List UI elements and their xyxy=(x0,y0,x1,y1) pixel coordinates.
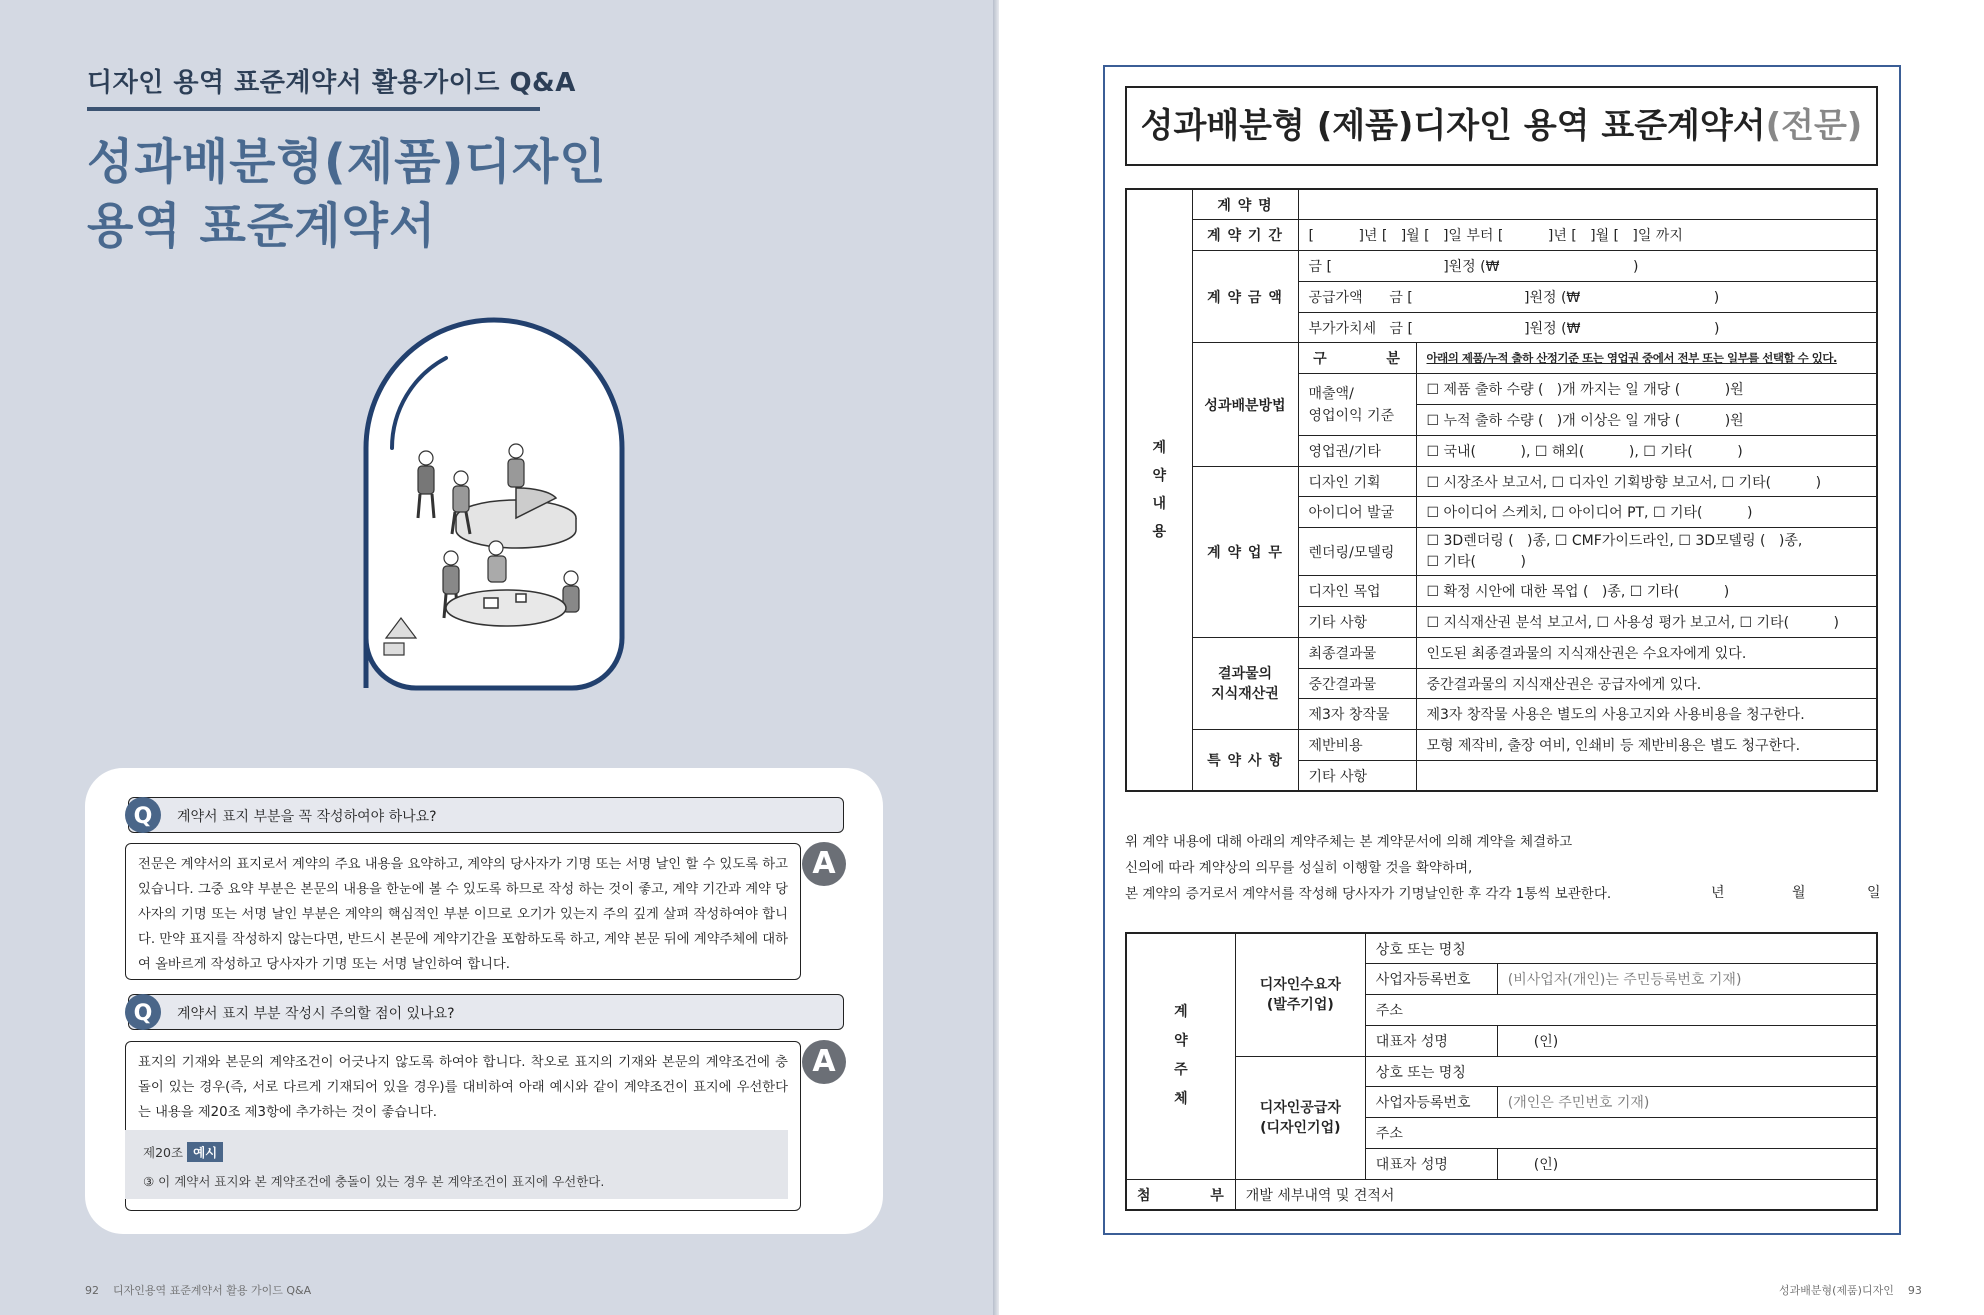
field-amount-supply[interactable] xyxy=(1298,281,1877,312)
side-label-contract-content: 계 약 내 용 xyxy=(1126,189,1192,791)
question-1-text: 계약서 표지 부분을 꼭 작성하여야 하나요? xyxy=(177,809,437,825)
example-text: ③ 이 계약서 표지와 본 계약조건에 충돌이 있는 경우 본 계약조건이 표지에 우선한다. xyxy=(143,1174,605,1189)
form-title-suffix: (전문) xyxy=(1765,106,1863,146)
right-page-number: 93 xyxy=(1907,1284,1922,1297)
label-contract-period: 계 약 기 간 xyxy=(1192,220,1298,251)
text-interim-result: 중간결과물의 지식재산권은 공급자에게 있다. xyxy=(1416,668,1877,699)
answer-box-1: 전문은 계약서의 표지로서 계약의 주요 내용을 요약하고, 계약의 당사자가 기명 또는 서명 날인 할 수 있도록 하고 있습니다. 그중 요약 부분은 본문의 내용을 한눈에 볼 수 있도록 하므로 작성 하는 것이 좋고, 계약 기간과 계약 당사자의 기명 또는 서명 날인 부분은 계약의 핵심적인 부분 이므로 오기가 있는지 주의 깊게 살펴 작성하여야 합니다. 만약 표지를 작성하지 않는다면, 반드시 본문에 계약기간을 포함하도록 하고, 계약 본문 뒤에 계약주체에 대하여 올바르게 작성하고 당사자가 기명 또는 서명 날인하여 합니다. xyxy=(125,843,801,980)
supplier-biz-no-label: 사업자등록번호 xyxy=(1365,1087,1497,1118)
label-rendering: 렌더링/모델링 xyxy=(1298,528,1416,576)
text-third-party: 제3자 창작물 사용은 별도의 사용고지와 사용비용을 청구한다. xyxy=(1416,699,1877,730)
date-year: 년 xyxy=(1711,885,1725,901)
statement-line-2: 신의에 따라 계약상의 의무를 성실히 이행할 것을 확약하며, xyxy=(1125,860,1473,876)
q-badge-icon-1 xyxy=(124,796,162,834)
example-tag: 예시 xyxy=(187,1142,223,1162)
statement-line-3: 본 계약의 증거로서 계약서를 작성해 당사자가 기명날인한 후 각각 1통씩 보관한다. xyxy=(1125,886,1612,902)
contract-parties-table xyxy=(1125,932,1878,1211)
right-page xyxy=(999,0,1984,1315)
label-attachment: 첨 부 xyxy=(1126,1179,1235,1210)
side-label-parties: 계 약 주 체 xyxy=(1126,933,1235,1179)
text-final-result: 인도된 최종결과물의 지식재산권은 수요자에게 있다. xyxy=(1416,637,1877,668)
label-design-plan: 디자인 기획 xyxy=(1298,466,1416,497)
a-badge-icon-2: A xyxy=(802,1040,846,1084)
field-special-other[interactable] xyxy=(1416,761,1877,792)
label-other-items: 기타 사항 xyxy=(1298,607,1416,638)
attachment-text: 개발 세부내역 및 견적서 xyxy=(1235,1179,1877,1210)
field-contract-period[interactable]: [ ]년 [ ]월 [ ]일 부터 [ ]년 [ ]월 [ ]일 까지 xyxy=(1298,220,1877,251)
label-contract-amount: 계 약 금 액 xyxy=(1192,251,1298,343)
left-folio xyxy=(85,1282,311,1298)
option-rendering-line2: ☐ 기타( ) xyxy=(1426,553,1526,570)
a-badge-icon-1: A xyxy=(802,842,846,886)
option-sales-2[interactable]: ☐ 누적 출하 수량 ( )개 이상은 일 개당 ( )원 xyxy=(1416,405,1877,436)
label-expenses: 제반비용 xyxy=(1298,730,1416,761)
supplier-rep-label: 대표자 성명 xyxy=(1365,1149,1497,1180)
header-rule xyxy=(87,107,540,111)
option-idea-dev[interactable]: ☐ 아이디어 스케치, ☐ 아이디어 PT, ☐ 기타( ) xyxy=(1416,497,1877,528)
q-badge-icon-2 xyxy=(124,993,162,1031)
statement-line-1: 위 계약 내용에 대해 아래의 계약주체는 본 계약문서에 의해 계약을 체결하고 xyxy=(1125,834,1573,850)
field-amount-total[interactable]: 금 [ ]원정 (₩ ) xyxy=(1298,251,1877,282)
client-seal[interactable]: (인) xyxy=(1497,1025,1877,1056)
form-title xyxy=(1125,86,1878,166)
dome-illustration xyxy=(356,308,632,701)
svg-text:Q: Q xyxy=(133,804,153,829)
division-note: 아래의 제품/누적 출하 산정기준 또는 영업권 중에서 전부 또는 일부를 선택할 수 있다. xyxy=(1416,343,1877,374)
label-special: 특 약 사 항 xyxy=(1192,730,1298,792)
label-profit-method: 성과배분방법 xyxy=(1192,343,1298,466)
example-article: 제20조 xyxy=(143,1145,184,1160)
label-vat: 부가가치세 xyxy=(1308,320,1377,337)
title-line-1: 성과배분형(제품)디자인 xyxy=(87,134,607,190)
value-vat: 금 [ ]원정 (₩ ) xyxy=(1389,320,1720,337)
date-day: 일 xyxy=(1867,885,1881,901)
label-contract-name: 계 약 명 xyxy=(1192,189,1298,220)
label-special-other: 기타 사항 xyxy=(1298,761,1416,792)
client-biz-no-label: 사업자등록번호 xyxy=(1365,964,1497,995)
supplier-address[interactable]: 주소 xyxy=(1365,1118,1877,1149)
client-biz-no-note[interactable]: (비사업자(개인)는 주민등록번호 기재) xyxy=(1497,964,1877,995)
question-bar-2 xyxy=(128,994,844,1030)
title-line-2: 용역 표준계약서 xyxy=(87,198,437,254)
label-goodwill: 영업권/기타 xyxy=(1298,435,1416,466)
label-division: 구 분 xyxy=(1298,343,1416,374)
client-company-name[interactable]: 상호 또는 명칭 xyxy=(1365,933,1877,964)
right-folio-title: 성과배분형(제품)디자인 xyxy=(1779,1284,1894,1297)
label-final-result: 최종결과물 xyxy=(1298,637,1416,668)
label-supplier: 디자인공급자 (디자인기업) xyxy=(1235,1056,1365,1179)
label-design-mockup: 디자인 목업 xyxy=(1298,576,1416,607)
client-address[interactable]: 주소 xyxy=(1365,995,1877,1026)
option-goodwill[interactable]: ☐ 국내( ), ☐ 해외( ), ☐ 기타( ) xyxy=(1416,435,1877,466)
label-supply: 공급가액 xyxy=(1308,289,1363,306)
option-rendering-line1: ☐ 3D렌더링 ( )종, ☐ CMF가이드라인, ☐ 3D모델링 ( )종, xyxy=(1426,532,1803,549)
right-folio xyxy=(1779,1282,1922,1298)
supplier-biz-no-note[interactable]: (개인은 주민번호 기재) xyxy=(1497,1087,1877,1118)
supplier-company-name[interactable]: 상호 또는 명칭 xyxy=(1365,1056,1877,1087)
label-third-party: 제3자 창작물 xyxy=(1298,699,1416,730)
value-supply: 금 [ ]원정 (₩ ) xyxy=(1389,289,1720,306)
option-rendering[interactable] xyxy=(1416,528,1877,576)
field-contract-name[interactable] xyxy=(1298,189,1877,220)
contract-content-table xyxy=(1125,188,1878,792)
question-2-text: 계약서 표지 부분 작성시 주의할 점이 있나요? xyxy=(177,1006,455,1022)
option-design-mockup[interactable]: ☐ 확정 시안에 대한 목업 ( )종, ☐ 기타( ) xyxy=(1416,576,1877,607)
date-month: 월 xyxy=(1792,885,1806,901)
option-sales-1[interactable]: ☐ 제품 출하 수량 ( )개 까지는 일 개당 ( )원 xyxy=(1416,374,1877,405)
client-rep-label: 대표자 성명 xyxy=(1365,1025,1497,1056)
form-title-text: 성과배분형 (제품)디자인 용역 표준계약서 xyxy=(1140,106,1766,146)
label-sales-basis: 매출액/ 영업이익 기준 xyxy=(1298,374,1416,436)
label-contract-work: 계 약 업 무 xyxy=(1192,466,1298,637)
table-icon xyxy=(446,590,566,626)
guide-header: 디자인 용역 표준계약서 활용가이드 Q&A xyxy=(87,68,576,98)
answer-2-text: 표지의 기재와 본문의 계약조건이 어긋나지 않도록 하여야 합니다. 착오로 표지의 기재와 본문의 계약조건에 충돌이 있는 경우(즉, 서로 다르게 기재되어 있을 경우)를 대비하여 아래 예시와 같이 계약조건이 표지에 우선한다는 내용을 제20조 제3항에 추가하는 것이 좋습니다. xyxy=(138,1055,788,1120)
label-client: 디자인수요자 (발주기업) xyxy=(1235,933,1365,1056)
label-ip: 결과물의 지식재산권 xyxy=(1192,637,1298,729)
supplier-seal[interactable]: (인) xyxy=(1497,1149,1877,1180)
field-amount-vat[interactable] xyxy=(1298,312,1877,343)
option-design-plan[interactable]: ☐ 시장조사 보고서, ☐ 디자인 기획방향 보고서, ☐ 기타( ) xyxy=(1416,466,1877,497)
option-other-items[interactable]: ☐ 지식재산권 분석 보고서, ☐ 사용성 평가 보고서, ☐ 기타( ) xyxy=(1416,607,1877,638)
svg-text:Q: Q xyxy=(133,1001,153,1026)
label-interim-result: 중간결과물 xyxy=(1298,668,1416,699)
text-expenses: 모형 제작비, 출장 여비, 인쇄비 등 제반비용은 별도 청구한다. xyxy=(1416,730,1877,761)
page-title xyxy=(87,130,607,258)
question-bar-1 xyxy=(128,797,844,833)
example-box xyxy=(125,1130,788,1199)
left-folio-title: 디자인용역 표준계약서 활용 가이드 Q&A xyxy=(113,1284,312,1297)
left-page-number: 92 xyxy=(85,1284,99,1297)
label-idea-dev: 아이디어 발굴 xyxy=(1298,497,1416,528)
